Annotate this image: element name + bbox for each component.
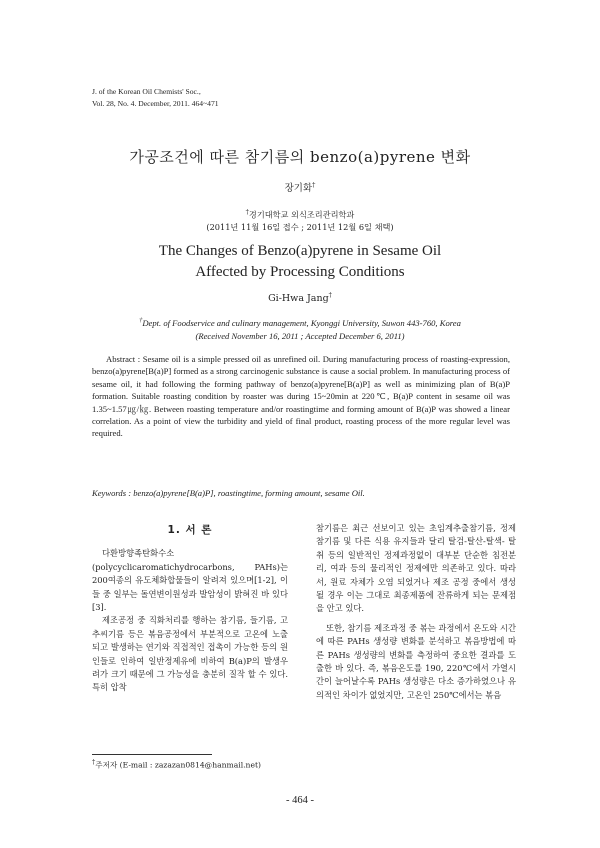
korean-author-name: 장기화 — [284, 183, 313, 194]
korean-affiliation-text: 경기대학교 외식조리관리학과 — [248, 209, 355, 220]
english-affiliation — [0, 314, 600, 343]
english-title-line2: Affected by Processing Conditions — [195, 264, 405, 280]
english-title-line1: The Changes of Benzo(a)pyrene in Sesame Oil — [158, 243, 442, 259]
english-title — [0, 241, 600, 283]
english-author — [0, 291, 600, 304]
footnote-text: 주저자 (E-mail : zazazan0814@hanmail.net) — [95, 760, 261, 770]
abstract-text: : Sesame oil is a simple pressed oil as unrefined oil. During manufacturing process of roasting-expression, benzo(a)pyrene[B(a)P] formed as a strong carcinogenic substance is cause a social problem. In manufacturing process of sesame oil, it had following the forming pathway of benzo(a)pyrene[B(a)P] as well as minimizing plan of B(a)P formation. Suitable roasting condition by roaster was during 15~20min at 220℃, B(a)P content in sesame oil was 1.35~1.57㎍/㎏. Between roasting temperature and/or roastingtime and forming amount of B(a)P was showed a linear correlation. As a point of view the turbidity and yield of final product, roasting process of the more regular level was required. — [92, 354, 510, 439]
journal-name: J. of the Korean Oil Chemists' Soc., — [92, 87, 201, 96]
paragraph: 참기름은 최근 선보이고 있는 초임계추출참기름, 정제 참기름 및 다른 식용 유지들과 달리 탈검-탈산-탈색- 탈취 등의 일반적인 정제과정없이 대부분 단순한 침전분리, 여과 등의 물리적인 정제에만 의존하고 있다. 따라서, 원료 자체가 오염 되었거나 제조 공정 중에서 생성될 경우 이는 그대로 최종제품에 잔류하게 되는 문제점을 안고 있다. — [316, 523, 516, 614]
page-number: - 464 - — [286, 795, 314, 806]
paragraph: 또한, 참기름 제조과정 중 볶는 과정에서 온도와 시간에 따른 PAHs 생성량 변화를 분석하고 볶음방법에 따른 PAHs 생성량의 변화를 측정하여 중요한 결과를 도출한 바 있다. 즉, 볶음온도를 190, 220℃에서 가열시간이 늘어날수록 PAHs 생성량은 다소 증가하였으나 유의적인 차이가 없었지만, 고온인 250℃에서는 볶음 — [316, 622, 516, 700]
paragraph: 제조공정 중 직화처리를 행하는 참기름, 들기름, 고추씨기름 등은 볶음공정에서 부분적으로 고온에 노출되고 발생하는 연기와 직접적인 접촉이 가능한 등의 원인들로 인하여 일반정제유에 비하여 B(a)P의 발생우려가 크기 때문에 그 가능성을 충분히 질작 할 수 있다. 특히 압착 — [92, 615, 288, 693]
english-author-mark: † — [328, 291, 332, 299]
english-affiliation-text: Dept. of Foodservice and culinary management, Kyonggi University, Suwon 443-760, Korea — [142, 317, 461, 328]
paragraph: 다환방향족탄화수소(polycyclicaromatichydrocarbons, PAHs)는 200여종의 유도체화합물들이 알려져 있으며[1-2], 이들 중 일부는 돌연변이원성과 발암성이 밝혀진 바 있다[3]. — [92, 548, 288, 613]
body-column-left — [92, 520, 288, 695]
journal-volume: Vol. 28, No. 4. December, 2011. 464~471 — [92, 99, 219, 108]
footnote-mark: † — [92, 758, 96, 766]
english-author-name: Gi-Hwa Jang — [268, 293, 329, 305]
english-dates: (Received November 16, 2011 ; Accepted December 6, 2011) — [195, 330, 405, 341]
korean-title: 가공조건에 따른 참기름의 benzo(a)pyrene 변화 — [129, 148, 471, 166]
english-affiliation-mark: † — [139, 317, 143, 324]
korean-affiliation — [0, 206, 600, 233]
body-column-right — [316, 522, 516, 702]
footnote-divider — [92, 754, 212, 755]
journal-citation — [92, 86, 219, 110]
footnote — [92, 758, 261, 771]
abstract — [92, 353, 510, 440]
keywords: Keywords : benzo(a)pyrene[B(a)P], roastingtime, forming amount, sesame Oil. — [92, 488, 365, 498]
korean-author-mark: † — [312, 180, 316, 189]
korean-affiliation-mark: † — [245, 208, 249, 216]
section-heading: 1. 서 론 — [167, 524, 213, 536]
korean-author — [0, 180, 600, 194]
abstract-label: Abstract — [106, 354, 136, 364]
korean-dates: (2011년 11월 16일 접수 ; 2011년 12월 6일 채택) — [206, 221, 394, 232]
